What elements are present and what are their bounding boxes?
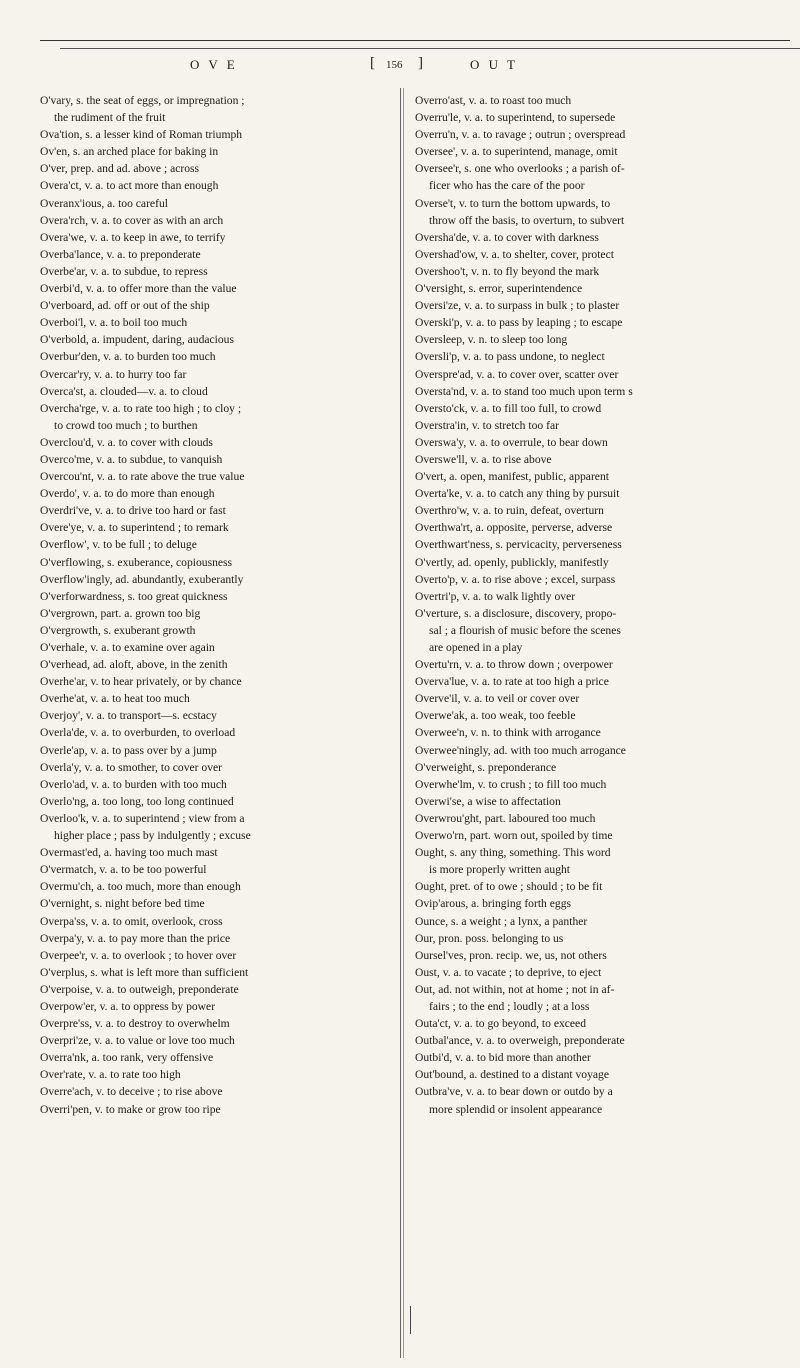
dictionary-entry-line: Overpa'y, v. a. to pay more than the price	[40, 931, 231, 945]
dictionary-entry-line: Overwe'ak, a. too weak, too feeble	[415, 709, 576, 723]
dictionary-entry-line: Ovip'arous, a. bringing forth eggs	[415, 897, 572, 911]
dictionary-entry-line: Overboi'l, v. a. to boil too much	[40, 316, 188, 330]
dictionary-entry-line: Overshad'ow, v. a. to shelter, cover, protect	[415, 247, 614, 261]
dictionary-entry-line: are opened in a play	[429, 641, 523, 654]
dictionary-entry-line: Overmu'ch, a. too much, more than enough	[40, 880, 241, 894]
dictionary-entry-line: Overwo'rn, part. worn out, spoiled by time	[415, 829, 613, 843]
left-column	[40, 92, 396, 1118]
dictionary-entry-line: Overa'rch, v. a. to cover as with an arch	[40, 213, 224, 227]
dictionary-entry-line: O'vertly, ad. openly, publickly, manifestly	[415, 555, 609, 569]
dictionary-entry-line: Oursel'ves, pron. recip. we, us, not others	[415, 948, 607, 962]
dictionary-entry-line: Overwrou'ght, part. laboured too much	[415, 811, 596, 825]
dictionary-entry-line: Outbi'd, v. a. to bid more than another	[415, 1051, 591, 1065]
dictionary-entry-line: Ought, pret. of to owe ; should ; to be fit	[415, 880, 603, 894]
dictionary-entry-line: is more properly written aught	[429, 863, 571, 877]
dictionary-entry-line: sal ; a flourish of music before the scenes	[429, 623, 621, 637]
dictionary-entry-line: the rudiment of the fruit	[54, 111, 166, 125]
dictionary-entry-line: Overla'de, v. a. to overburden, to overload	[40, 726, 236, 740]
dictionary-entry-line: Overbe'ar, v. a. to subdue, to repress	[40, 264, 208, 278]
dictionary-entry-line: Oversli'p, v. a. to pass undone, to neglect	[415, 350, 605, 364]
dictionary-entry-line: more splendid or insolent appearance	[429, 1102, 603, 1116]
dictionary-entry-line: Overloo'k, v. a. to superintend ; view from a	[40, 811, 245, 825]
dictionary-entry-line: Out'bound, a. destined to a distant voyage	[415, 1068, 609, 1082]
dictionary-entry-line: Overle'ap, v. a. to pass over by a jump	[40, 743, 217, 757]
dictionary-entry-line: Overro'ast, v. a. to roast too much	[415, 94, 572, 107]
dictionary-entry-line: Outbra've, v. a. to bear down or outdo by a	[415, 1085, 613, 1099]
dictionary-entry-line: Overshoo't, v. n. to fly beyond the mark	[415, 264, 600, 278]
dictionary-entry-line: Overa'ct, v. a. to act more than enough	[40, 179, 219, 193]
dictionary-entry-line: Overba'lance, v. a. to preponderate	[40, 247, 201, 261]
dictionary-entry-line: Overflow'ingly, ad. abundantly, exuberantly	[40, 572, 244, 586]
dictionary-entry-line: Outbal'ance, v. a. to overweigh, preponderate	[415, 1034, 625, 1048]
dictionary-entry-line: to crowd too much ; to burthen	[54, 418, 198, 432]
dictionary-entry-line: higher place ; pass by indulgently ; excuse	[54, 829, 251, 843]
dictionary-entry-line: O'vergrown, part. a. grown too big	[40, 606, 201, 620]
dictionary-entry-line: O'verpoise, v. a. to outweigh, preponderate	[40, 982, 239, 996]
dictionary-entry-line: Overswe'll, v. a. to rise above	[415, 452, 552, 466]
dictionary-entry-line: Overswa'y, v. a. to overrule, to bear down	[415, 435, 608, 449]
dictionary-entry-line: Overri'pen, v. to make or grow too ripe	[40, 1102, 221, 1116]
margin-bar	[410, 1306, 411, 1334]
dictionary-entry-line: Out, ad. not within, not at home ; not in af-	[415, 982, 615, 996]
dictionary-entry-line: Overbi'd, v. a. to offer more than the value	[40, 282, 237, 296]
dictionary-entry-line: Oversee', v. a. to superintend, manage, omit	[415, 145, 618, 159]
dictionary-entry-line: Overspre'ad, v. a. to cover over, scatter over	[415, 367, 619, 381]
dictionary-entry-line: Overclou'd, v. a. to cover with clouds	[40, 435, 213, 449]
dictionary-entry-line: Overru'n, v. a. to ravage ; outrun ; overspread	[415, 128, 626, 142]
dictionary-entry-line: Overjoy', v. a. to transport—s. ecstacy	[40, 709, 217, 723]
dictionary-entry-line: O'vert, a. open, manifest, public, apparent	[415, 470, 609, 484]
page-number: 156	[386, 59, 403, 71]
dictionary-entry-line: Overtu'rn, v. a. to throw down ; overpower	[415, 658, 613, 672]
dictionary-entry-line: Over'rate, v. a. to rate too high	[40, 1068, 181, 1082]
dictionary-entry-line: Ov'en, s. an arched place for baking in	[40, 145, 219, 159]
dictionary-entry-line: Overwee'n, v. n. to think with arrogance	[415, 726, 601, 740]
dictionary-entry-line: Overlo'ng, a. too long, too long continued	[40, 794, 234, 808]
dictionary-entry-line: Overthwa'rt, a. opposite, perverse, adverse	[415, 521, 613, 535]
dictionary-entry-line: Overco'me, v. a. to subdue, to vanquish	[40, 452, 223, 466]
dictionary-entry-line: Overthwart'ness, s. pervicacity, perverseness	[415, 538, 622, 552]
dictionary-entry-line: Overse't, v. to turn the bottom upwards, to	[415, 196, 611, 210]
dictionary-entry-line: O'verplus, s. what is left more than sufficient	[40, 965, 249, 979]
dictionary-entry-line: O'verture, s. a disclosure, discovery, propo-	[415, 606, 617, 620]
dictionary-entry-line: O'vernight, s. night before bed time	[40, 897, 205, 911]
dictionary-entry-line: Overhe'ar, v. to hear privately, or by chance	[40, 675, 242, 689]
dictionary-entry-line: O'verhead, ad. aloft, above, in the zenith	[40, 658, 228, 672]
dictionary-entry-line: fairs ; to the end ; loudly ; at a loss	[429, 999, 590, 1013]
dictionary-entry-line: Overwee'ningly, ad. with too much arrogance	[415, 743, 626, 757]
dictionary-entry-line: Overflow', v. to be full ; to deluge	[40, 538, 197, 552]
dictionary-entry-line: Overre'ach, v. to deceive ; to rise above	[40, 1085, 223, 1099]
dictionary-entry-line: Overru'le, v. a. to superintend, to supersede	[415, 111, 616, 125]
dictionary-entry-line: Overpow'er, v. a. to oppress by power	[40, 999, 216, 1013]
dictionary-entry-line: Overve'il, v. a. to veil or cover over	[415, 692, 580, 706]
header-bracket-close: ]	[418, 55, 426, 71]
dictionary-entry-line: Overdri've, v. a. to drive too hard or fast	[40, 504, 226, 518]
dictionary-entry-line: Overanx'ious, a. too careful	[40, 196, 168, 210]
header-left-guide: O V E	[190, 57, 238, 72]
column-divider	[400, 88, 401, 1358]
dictionary-entry-line: Overski'p, v. a. to pass by leaping ; to escape	[415, 316, 623, 330]
dictionary-entry-line: Ought, s. any thing, something. This word	[415, 846, 611, 860]
dictionary-entry-line: Overlo'ad, v. a. to burden with too much	[40, 777, 227, 791]
dictionary-entry-line: O'verboard, ad. off or out of the ship	[40, 299, 210, 313]
dictionary-entry-line: Our, pron. poss. belonging to us	[415, 931, 564, 945]
dictionary-entry-line: O'verforwardness, s. too great quickness	[40, 589, 228, 603]
dictionary-entry-line: Overca'st, a. clouded—v. a. to cloud	[40, 384, 208, 398]
top-rule	[40, 40, 790, 41]
dictionary-entry-line: Oversi'ze, v. a. to surpass in bulk ; to plaster	[415, 299, 620, 313]
column-divider-secondary	[403, 88, 404, 1358]
dictionary-entry-line: O'vary, s. the seat of eggs, or impregnation ;	[40, 94, 245, 107]
dictionary-entry-line: Overta'ke, v. a. to catch any thing by pursuit	[415, 487, 620, 501]
dictionary-entry-line: Overcha'rge, v. a. to rate too high ; to cloy ;	[40, 401, 242, 415]
dictionary-entry-line: Overdo', v. a. to do more than enough	[40, 487, 215, 501]
header-bracket-open: [	[370, 55, 378, 71]
dictionary-entry-line: Overra'nk, a. too rank, very offensive	[40, 1051, 214, 1065]
dictionary-entry-line: Ova'tion, s. a lesser kind of Roman triumph	[40, 128, 243, 142]
dictionary-entry-line: O'vergrowth, s. exuberant growth	[40, 623, 196, 637]
header-right-guide: O U T	[470, 57, 518, 72]
dictionary-entry-line: Oversee'r, s. one who overlooks ; a parish of-	[415, 162, 625, 176]
dictionary-entry-line: Overstra'in, v. to stretch too far	[415, 418, 559, 432]
dictionary-entry-line: O'verhale, v. a. to examine over again	[40, 641, 215, 654]
dictionary-entry-line: Overva'lue, v. a. to rate at too high a price	[415, 675, 609, 689]
dictionary-entry-line: Oversto'ck, v. a. to fill too full, to crowd	[415, 401, 602, 415]
dictionary-entry-line: Overpri'ze, v. a. to value or love too much	[40, 1034, 235, 1048]
running-header	[0, 57, 800, 79]
dictionary-entry-line: O'vermatch, v. a. to be too powerful	[40, 863, 207, 877]
dictionary-entry-line: Overcar'ry, v. a. to hurry too far	[40, 367, 187, 381]
dictionary-entry-line: Outa'ct, v. a. to go beyond, to exceed	[415, 1017, 587, 1031]
dictionary-entry-line: Ounce, s. a weight ; a lynx, a panther	[415, 914, 588, 928]
dictionary-entry-line: Overmast'ed, a. having too much mast	[40, 846, 218, 860]
dictionary-entry-line: Overwi'se, a wise to affectation	[415, 794, 561, 808]
dictionary-entry-line: Overto'p, v. a. to rise above ; excel, surpass	[415, 572, 616, 586]
dictionary-entry-line: O'ver, prep. and ad. above ; across	[40, 162, 200, 176]
dictionary-entry-line: Overpa'ss, v. a. to omit, overlook, cross	[40, 914, 223, 928]
dictionary-entry-line: Overtri'p, v. a. to walk lightly over	[415, 589, 576, 603]
top-rule-secondary	[60, 48, 800, 49]
dictionary-entry-line: Oversha'de, v. a. to cover with darkness	[415, 230, 599, 244]
dictionary-entry-line: Overa'we, v. a. to keep in awe, to terrify	[40, 230, 226, 244]
right-column	[415, 92, 793, 1118]
dictionary-entry-line: Oversta'nd, v. a. to stand too much upon term s	[415, 384, 633, 398]
dictionary-entry-line: Overpee'r, v. a. to overlook ; to hover over	[40, 948, 237, 962]
dictionary-entry-line: Overwhe'lm, v. to crush ; to fill too much	[415, 777, 607, 791]
dictionary-entry-line: O'verweight, s. preponderance	[415, 760, 557, 774]
dictionary-entry-line: Overe'ye, v. a. to superintend ; to remark	[40, 521, 229, 535]
dictionary-entry-line: Oust, v. a. to vacate ; to deprive, to eject	[415, 965, 602, 979]
dictionary-entry-line: Overhe'at, v. a. to heat too much	[40, 692, 190, 706]
dictionary-entry-line: O'verbold, a. impudent, daring, audacious	[40, 333, 234, 347]
dictionary-entry-line: Oversleep, v. n. to sleep too long	[415, 333, 568, 347]
dictionary-entry-line: ficer who has the care of the poor	[429, 179, 585, 193]
dictionary-entry-line: Overthro'w, v. a. to ruin, defeat, overturn	[415, 504, 604, 518]
dictionary-entry-line: throw off the basis, to overturn, to subvert	[429, 213, 625, 227]
dictionary-entry-line: O'versight, s. error, superintendence	[415, 282, 583, 296]
dictionary-entry-line: Overcou'nt, v. a. to rate above the true value	[40, 470, 245, 484]
dictionary-entry-line: Overla'y, v. a. to smother, to cover over	[40, 760, 223, 774]
dictionary-entry-line: Overbur'den, v. a. to burden too much	[40, 350, 216, 364]
dictionary-entry-line: O'verflowing, s. exuberance, copiousness	[40, 555, 233, 569]
dictionary-entry-line: Overpre'ss, v. a. to destroy to overwhelm	[40, 1017, 230, 1031]
